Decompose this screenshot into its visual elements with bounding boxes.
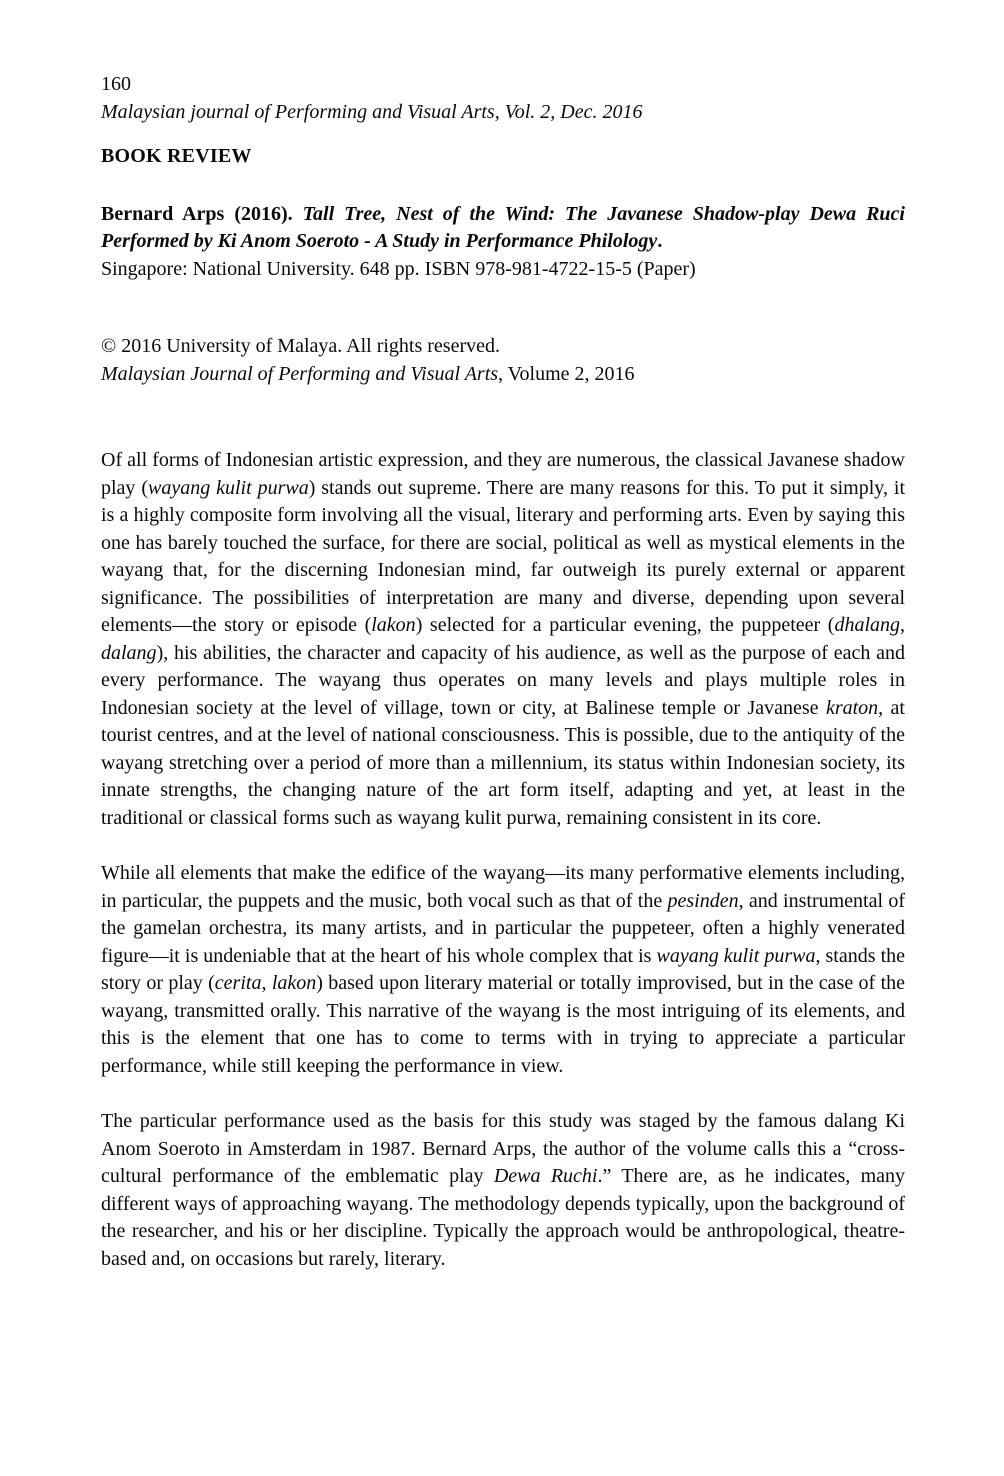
paragraph-2: While all elements that make the edifice of the wayang—its many performative elements including, in particular, the puppets and the music, both vocal such as that of the pesinden, and instrumental of the gamelan orchestra, its many artists, and in particular the puppeteer, often a highly venerated figure—it is undeniable that at the heart of his whole complex that is wayang kulit purwa, stands the story or play (cerita, lakon) based upon literary material or totally improvised, but in the case of the wayang, transmitted orally. This narrative of the wayang is the most intriguing of its elements, and this is the element that one has to come to terms with in trying to appreciate a particular performance, while still keeping the performance in view. bbox=[101, 862, 905, 1077]
page-header bbox=[101, 71, 905, 126]
journal-header-line: Malaysian journal of Performing and Visual Arts, Vol. 2, Dec. 2016 bbox=[101, 100, 643, 123]
rights-line: © 2016 University of Malaya. All rights reserved. bbox=[101, 335, 501, 357]
citation-title-period: . bbox=[657, 230, 663, 252]
paragraph-1: Of all forms of Indonesian artistic expression, and they are numerous, the classical Javanese shadow play (wayang kulit purwa) stands out supreme. There are many reasons for this. To put it simply, it is a highly composite form involving all the visual, literary and performing arts. Even by saying this one has barely touched the surface, for there are social, political as well as mystical elements in the wayang that, for the discerning Indonesian mind, far outweigh its purely external or apparent significance. The possibilities of interpretation are many and diverse, depending upon several elements—the story or episode (lakon) selected for a particular evening, the puppeteer (dhalang, dalang), his abilities, the character and capacity of his audience, as well as the purpose of each and every performance. The wayang thus operates on many levels and plays multiple roles in Indonesian society at the level of village, town or city, at Balinese temple or Javanese kraton, at tourist centres, and at the level of national consciousness. This is possible, due to the antiquity of the wayang stretching over a period of more than a millennium, its status within Indonesian society, its innate strengths, the changing nature of the art form itself, adapting and yet, at least in the traditional or classical forms such as wayang kulit purwa, remaining consistent in its core. bbox=[101, 449, 906, 829]
volume-suffix: , Volume 2, 2016 bbox=[498, 362, 635, 385]
journal-title: Malaysian Journal of Performing and Visual Arts bbox=[101, 362, 499, 385]
citation-author: Bernard Arps (2016). bbox=[101, 202, 293, 225]
citation-title-line bbox=[101, 201, 905, 256]
journal-volume-line bbox=[101, 361, 905, 389]
copyright-block bbox=[101, 333, 905, 388]
section-heading: BOOK REVIEW bbox=[101, 145, 252, 167]
paragraph-3: The particular performance used as the basis for this study was staged by the famous dalang Ki Anom Soeroto in Amsterdam in 1987. Bernard Arps, the author of the volume calls this a “cross-cultural performance of the emblematic play Dewa Ruchi.” There are, as he indicates, many different ways of approaching wayang. The methodology depends typically, upon the background of the researcher, and his or her discipline. Typically the approach would be anthropological, theatre-based and, on occasions but rarely, literary. bbox=[101, 1110, 906, 1270]
citation-publisher-line: Singapore: National University. 648 pp. ISBN 978-981-4722-15-5 (Paper) bbox=[101, 257, 696, 280]
review-body bbox=[101, 447, 905, 1273]
citation-book-title: Tall Tree, Nest of the Wind: The Javanese Shadow-play Dewa Ruci Performed by Ki Anom Soeroto - A Study in Performance Philology bbox=[101, 202, 905, 252]
book-citation bbox=[101, 201, 905, 284]
page-number: 160 bbox=[101, 73, 131, 95]
